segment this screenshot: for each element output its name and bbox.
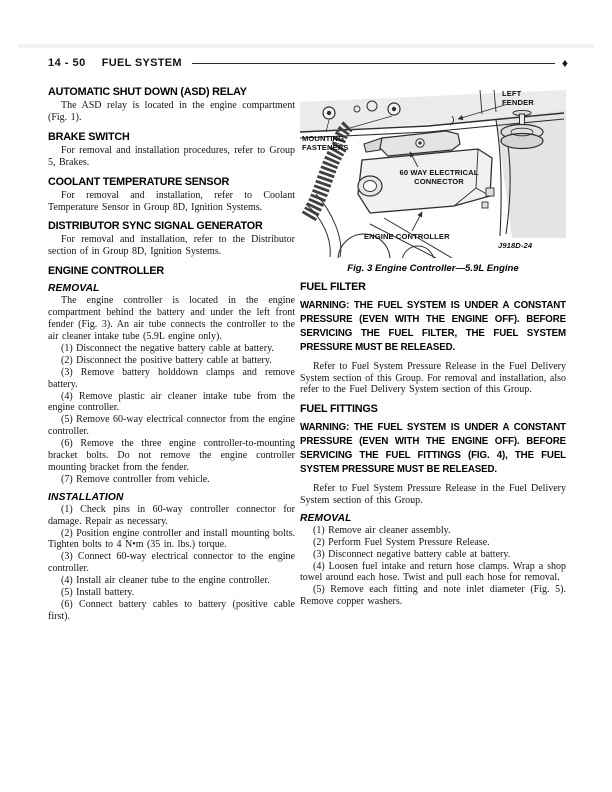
figure-engine-controller (300, 86, 566, 258)
figure-label-left-fender: LEFT FENDER (502, 89, 534, 107)
figure-label-connector: 60 WAY ELECTRICAL CONNECTOR (399, 168, 479, 186)
heading-engine-controller: ENGINE CONTROLLER (48, 265, 164, 278)
paragraph-coolant-temp-sensor: For removal and installation, refer to Coolant Temperature Sensor in Group 8D, Ignition Systems. (48, 189, 295, 213)
header-rule (192, 63, 555, 64)
installation-step: (5) Install battery. (61, 587, 135, 599)
page-title: FUEL SYSTEM (101, 57, 182, 69)
paragraph-distributor-sync: For removal and installation, refer to the Distributor section of in Group 8D, Ignition Systems. (48, 234, 295, 258)
fittings-removal-step: (3) Disconnect negative battery cable at battery. (313, 548, 511, 560)
removal-step: (6) Remove the three engine controller-to-mounting bracket bolts. Do not remove the engine controller mounting bracket from the fender. (48, 438, 295, 473)
fittings-removal-step: (2) Perform Fuel System Pressure Release. (313, 536, 490, 548)
subheading-removal: REMOVAL (48, 283, 100, 295)
figure-label-mounting-fasteners: MOUNTING FASTENERS (302, 134, 349, 152)
installation-step: (2) Position engine controller and install mounting bolts. Tighten bolts to 4 N•m (35 in. lbs.) torque. (48, 527, 295, 551)
diamond-icon: ♦ (561, 56, 568, 70)
page-number: 14 - 50 (48, 57, 86, 69)
installation-step: (3) Connect 60-way electrical connector to the engine controller. (48, 551, 295, 575)
paragraph-fuel-filter: Refer to Fuel System Pressure Release in the Fuel Delivery System section of this Group. For removal and installation, also refer to the Fuel Delivery System section of this Group. (300, 360, 566, 396)
fittings-removal-step: (4) Loosen fuel intake and return hose clamps. Wrap a shop towel around each hose. Twist and pull each hose for removal. (300, 560, 566, 584)
heading-fuel-fittings: FUEL FITTINGS (300, 403, 378, 416)
fittings-removal-step: (1) Remove air cleaner assembly. (313, 524, 451, 536)
figure-label-controller: ENGINE CONTROLLER (364, 232, 450, 241)
removal-step: (1) Disconnect the negative battery cable at battery. (61, 342, 274, 354)
figure-caption: Fig. 3 Engine Controller—5.9L Engine (347, 263, 519, 274)
installation-step: (6) Connect battery cables to battery (positive cable first). (48, 599, 295, 622)
heading-distributor-sync: DISTRIBUTOR SYNC SIGNAL GENERATOR (48, 220, 263, 233)
paragraph-removal-intro: The engine controller is located in the engine compartment behind the battery and under the left front fender (Fig. 3). An air tube connects the controller to the air cleaner intake tube (5.9L engine only). (48, 295, 295, 342)
right-column (300, 86, 566, 608)
heading-asd-relay: AUTOMATIC SHUT DOWN (ASD) RELAY (48, 86, 247, 98)
harness-tube (308, 146, 340, 218)
removal-step: (2) Disconnect the positive battery cable at battery. (61, 354, 272, 366)
heading-coolant-temp-sensor: COOLANT TEMPERATURE SENSOR (48, 175, 230, 188)
warning-fuel-filter: WARNING: THE FUEL SYSTEM IS UNDER A CONSTANT PRESSURE (EVEN WITH THE ENGINE OFF). BEFORE SERVICING THE FUEL FILTER, THE FUEL SYSTEM PRESSURE MUST BE RELEASED. (300, 300, 566, 353)
removal-step: (5) Remove 60-way electrical connector from the engine controller. (48, 414, 295, 438)
paragraph-asd-relay: The ASD relay is located in the engine compartment (Fig. 1). (48, 100, 295, 123)
installation-step: (4) Install air cleaner tube to the engine controller. (61, 575, 270, 587)
installation-step: (1) Check pins in 60-way controller connector for damage. Repair as necessary. (48, 503, 295, 527)
heading-fuel-filter: FUEL FILTER (300, 281, 366, 293)
paragraph-fuel-fittings: Refer to Fuel System Pressure Release in the Fuel Delivery System section of this Group. (300, 482, 566, 506)
heading-brake-switch: BRAKE SWITCH (48, 130, 130, 143)
subheading-installation: INSTALLATION (48, 491, 124, 503)
warning-fuel-fittings: WARNING: THE FUEL SYSTEM IS UNDER A CONSTANT PRESSURE (EVEN WITH THE ENGINE OFF). BEFORE SERVICING THE FUEL FITTINGS (FIG. 4), THE FUEL SYSTEM PRESSURE MUST BE RELEASED. (300, 422, 566, 476)
figure-code: J918D-24 (498, 241, 533, 250)
removal-step: (7) Remove controller from vehicle. (61, 473, 210, 485)
page-header (48, 57, 568, 69)
scan-artifact-band (18, 44, 594, 48)
paragraph-brake-switch: For removal and installation procedures, refer to Group 5, Brakes. (48, 144, 295, 168)
subheading-fittings-removal: REMOVAL (300, 512, 352, 524)
removal-step: (4) Remove plastic air cleaner intake tube from the engine controller. (48, 390, 295, 414)
fittings-removal-step: (5) Remove each fitting and note inlet diameter (Fig. 5). Remove copper washers. (300, 584, 566, 608)
removal-step: (3) Remove battery holddown clamps and remove battery. (48, 366, 295, 390)
left-column (48, 86, 295, 623)
